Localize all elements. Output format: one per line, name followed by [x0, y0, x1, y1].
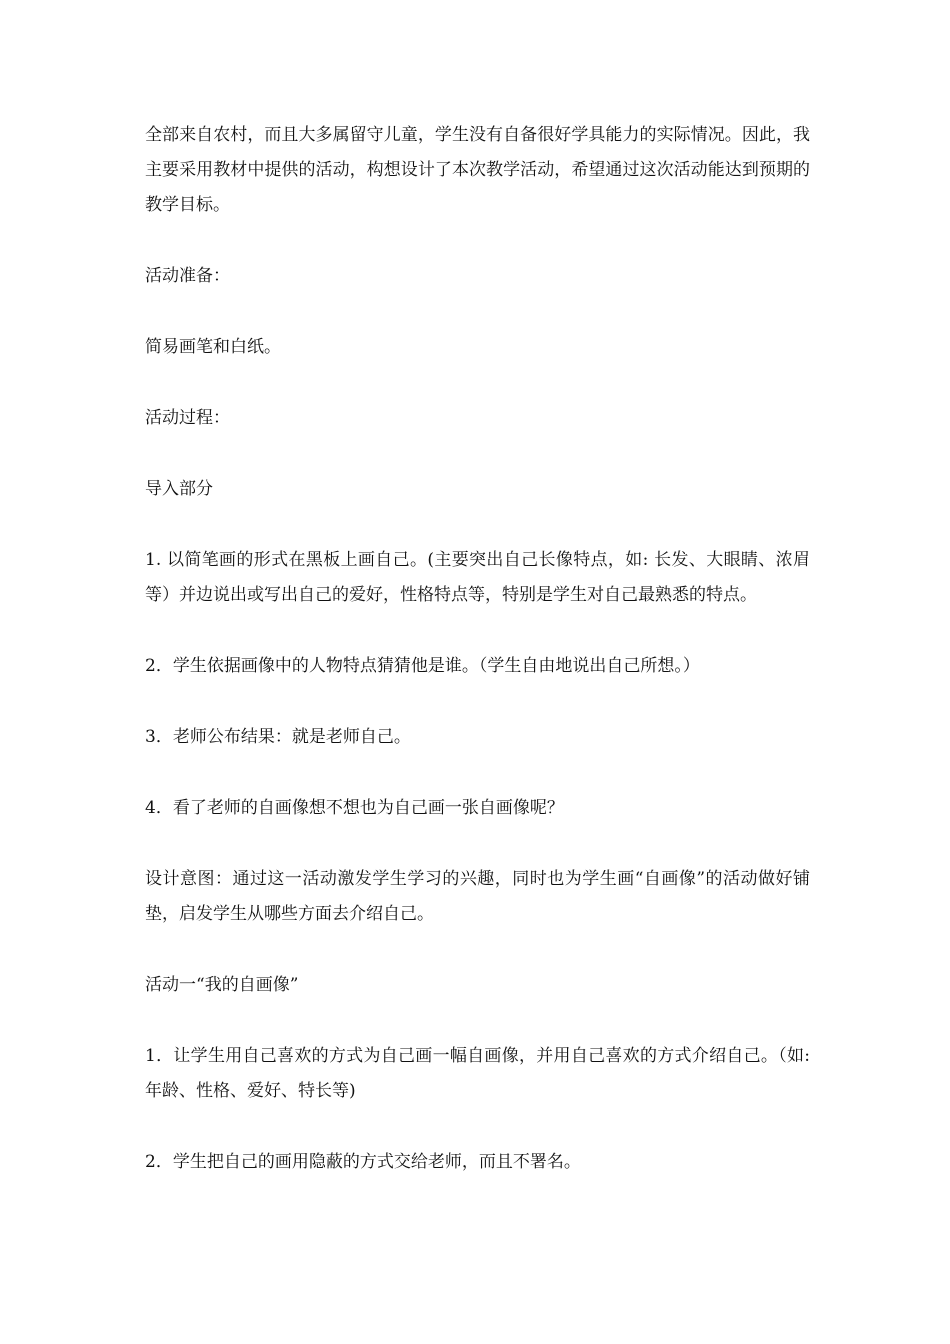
paragraph-preparation-materials: 简易画笔和白纸。	[145, 337, 281, 357]
paragraph-step-2: 2．学生依据画像中的人物特点猜猜他是谁。（学生自由地说出自己所想。）	[145, 656, 700, 676]
paragraph-activity-one-heading: 活动一“我的自画像”	[145, 975, 299, 995]
paragraph-lead-in-heading: 导入部分	[145, 479, 213, 499]
paragraph-intro-context: 全部来自农村，而且大多属留守儿童，学生没有自备很好学具能力的实际情况。因此，我主要采用教材中提供的活动，构想设计了本次教学活动，希望通过这次活动能达到预期的教学目标。	[145, 125, 810, 215]
paragraph-preparation-heading: 活动准备：	[145, 266, 230, 286]
paragraph-activity-one-step-2: 2．学生把自己的画用隐蔽的方式交给老师，而且不署名。	[145, 1152, 581, 1172]
paragraph-step-4: 4．看了老师的自画像想不想也为自己画一张自画像呢？	[145, 798, 564, 818]
paragraph-step-3: 3．老师公布结果：就是老师自己。	[145, 727, 411, 747]
paragraph-design-intent: 设计意图：通过这一活动激发学生学习的兴趣，同时也为学生画“自画像”的活动做好铺垫，启发学生从哪些方面去介绍自己。	[145, 869, 810, 924]
paragraph-process-heading: 活动过程：	[145, 408, 230, 428]
paragraph-step-1: 1. 以简笔画的形式在黑板上画自己。(主要突出自己长像特点，如: 长发、大眼睛、浓眉等）并边说出或写出自己的爱好，性格特点等，特别是学生对自己最熟悉的特点。	[145, 550, 810, 605]
paragraph-activity-one-step-1: 1．让学生用自己喜欢的方式为自己画一幅自画像，并用自己喜欢的方式介绍自己。（如:年龄、性格、爱好、特长等)	[145, 1046, 810, 1101]
document-body	[145, 118, 810, 1216]
